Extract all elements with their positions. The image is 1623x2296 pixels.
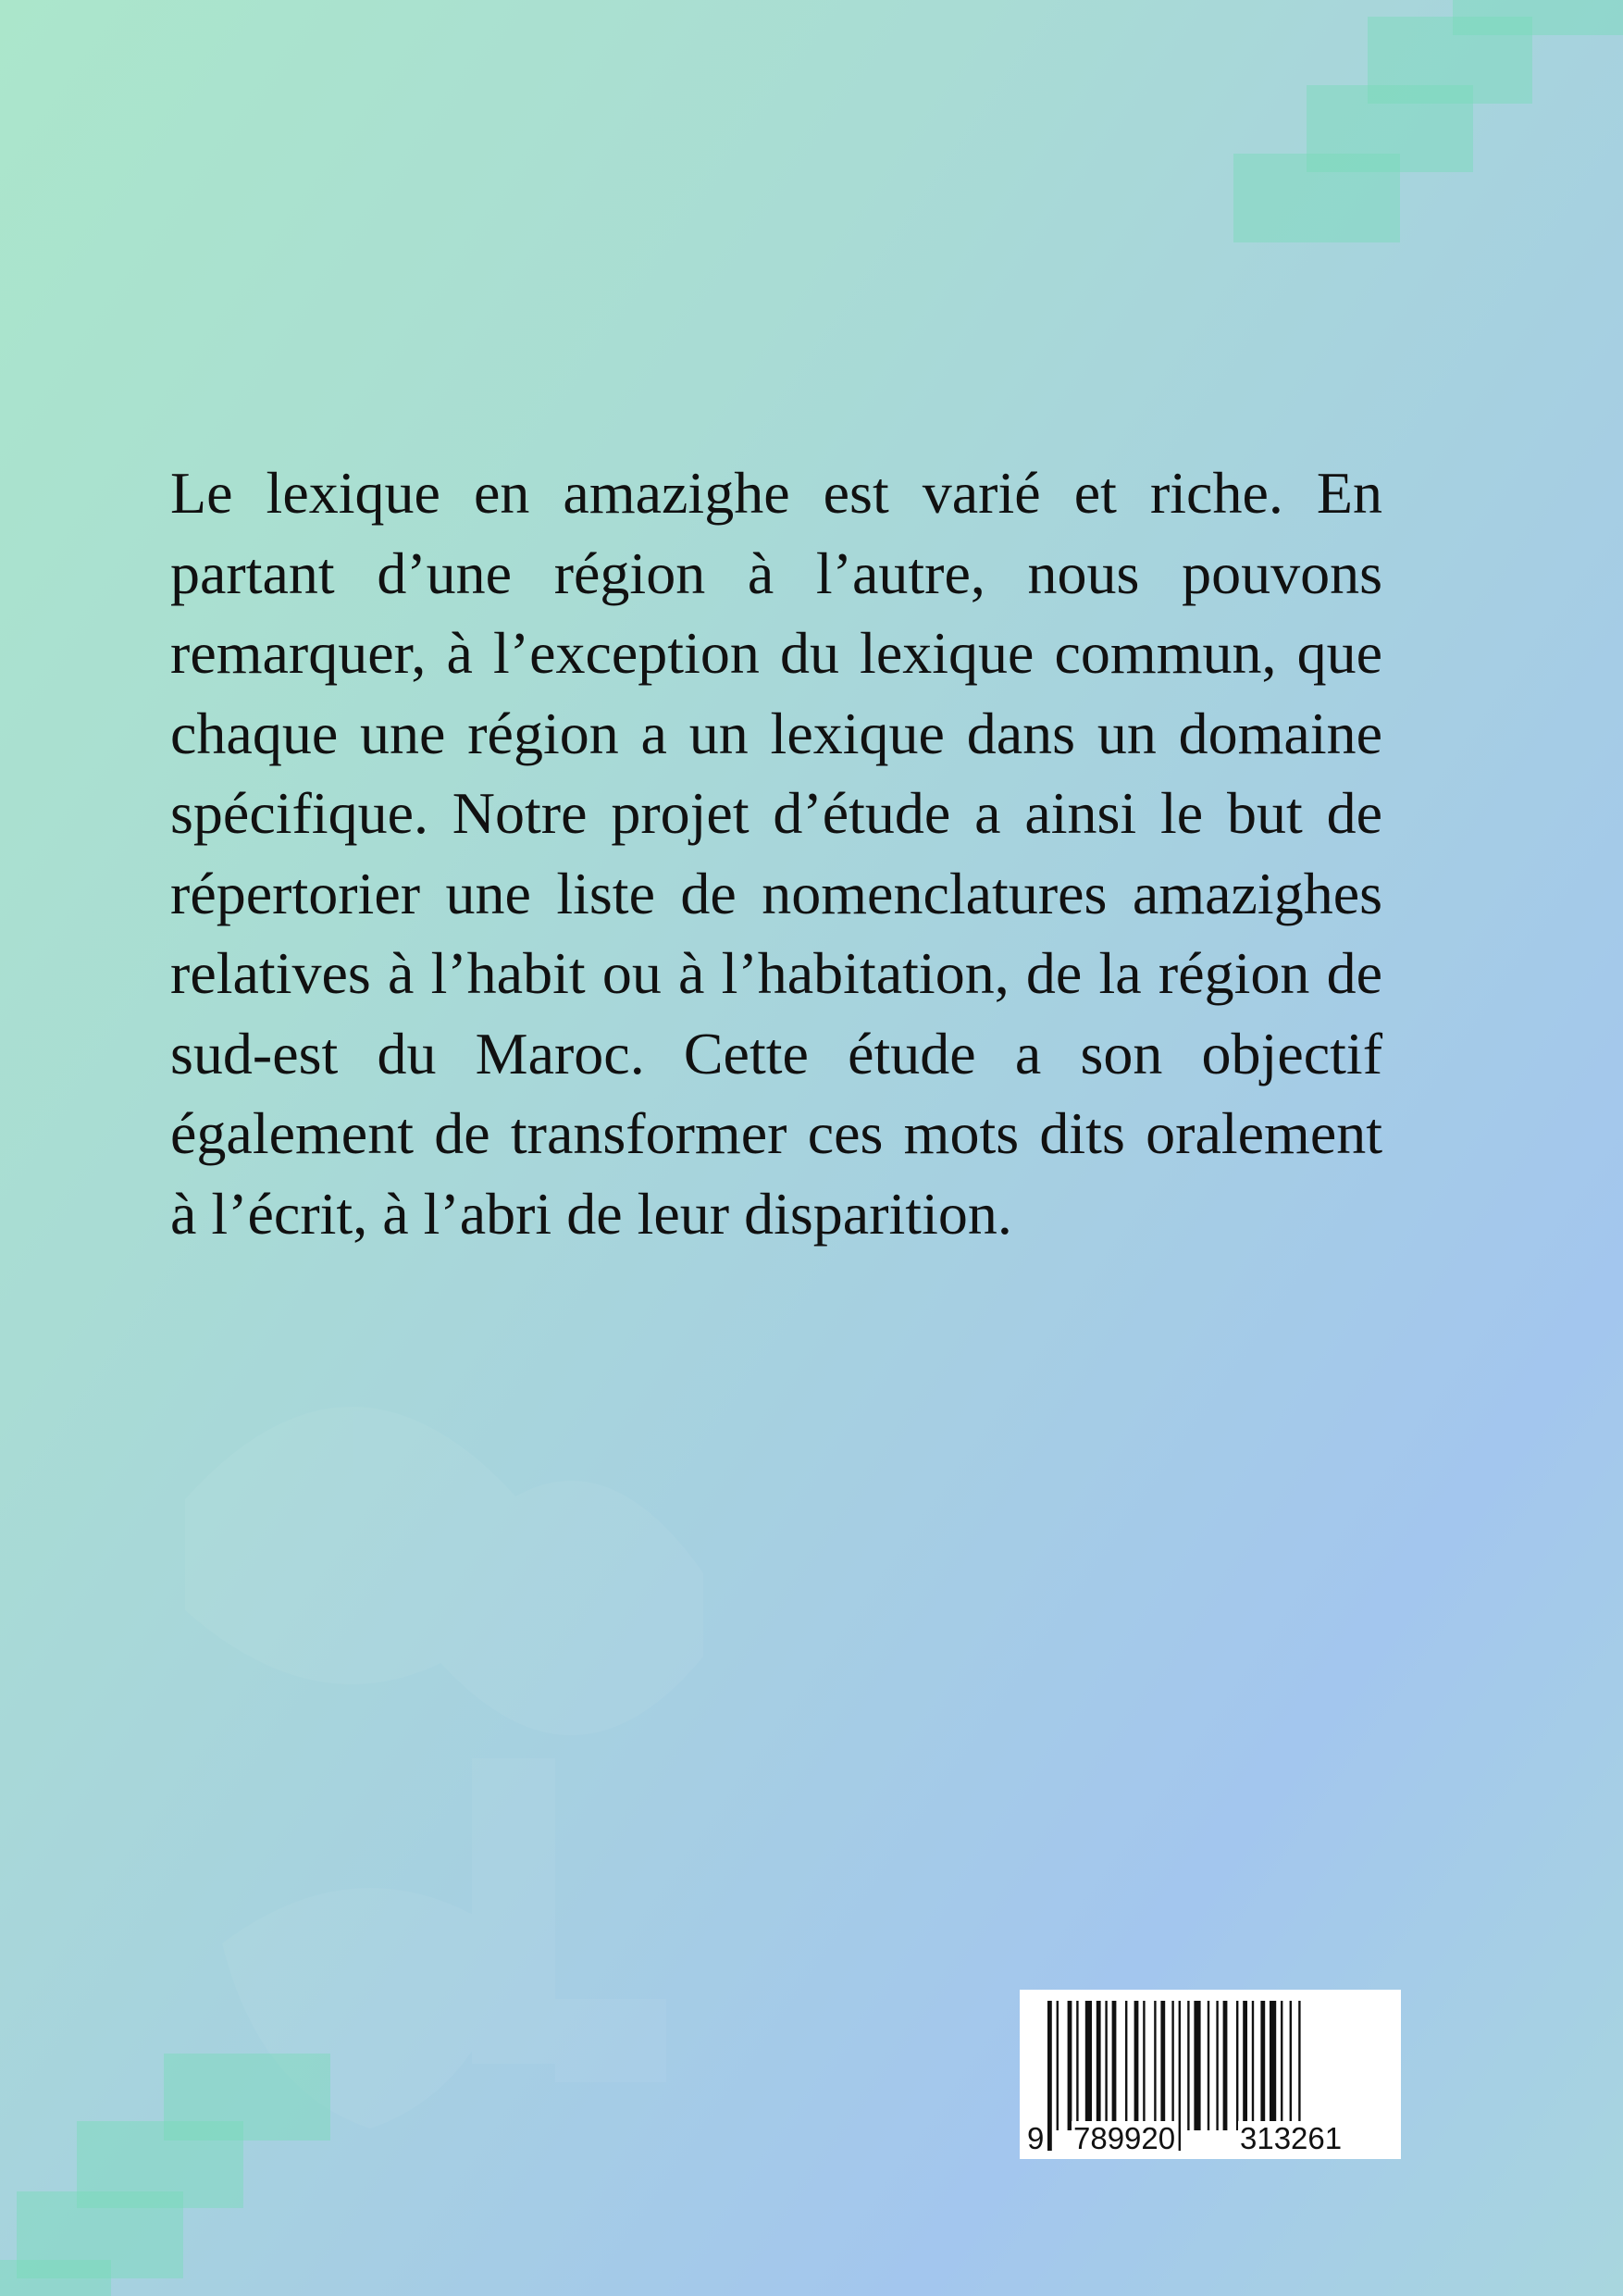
barcode-bar: [1194, 2001, 1200, 2130]
barcode-bar: [1154, 2001, 1156, 2130]
isbn-lead-digit: 9: [1027, 2121, 1045, 2155]
deco-square: [0, 2260, 111, 2296]
barcode-bar: [1134, 2001, 1139, 2130]
isbn-number: [1020, 2121, 1401, 2156]
barcode-bar: [1290, 2001, 1292, 2130]
barcode-bar: [1223, 2001, 1228, 2130]
barcode-bar: [1160, 2001, 1165, 2130]
barcode-bar: [1260, 2001, 1265, 2130]
barcode-bar: [1085, 2001, 1092, 2130]
barcode-bar: [1281, 2001, 1282, 2130]
barcode-bar: [1076, 2001, 1078, 2130]
isbn-left-group: 789920: [1073, 2121, 1176, 2155]
barcode-bar: [1243, 2001, 1247, 2130]
barcode-bar: [1143, 2001, 1145, 2130]
barcode-bar: [1252, 2001, 1254, 2130]
deco-square: [1453, 0, 1623, 35]
deco-square: [1233, 154, 1400, 242]
back-cover-blurb: Le lexique en amazighe est varié et riche. En partant d’une région à l’autre, nous pouvons remarquer, à l’exception du lexique commun, que chaque une région a un lexique dans un domaine spécifique. Notre projet d’étude a ainsi le but de répertorier une liste de nomenclatures amazighes relatives à l’habit ou à l’habitation, de la région de sud-est du Maroc. Cette étude a son objectif également de transformer ces mots dits oralement à l’écrit, à l’abri de leur disparition.: [170, 460, 1382, 1247]
barcode-bar: [1105, 2001, 1107, 2130]
barcode-bar: [1112, 2001, 1117, 2130]
barcode-bar: [1057, 2001, 1059, 2130]
isbn-right-group: 313261: [1240, 2121, 1343, 2155]
barcode-bar: [1236, 2001, 1238, 2130]
barcode-bar: [1125, 2001, 1127, 2130]
barcode-bar: [1270, 2001, 1276, 2130]
barcode-bar: [1068, 2001, 1072, 2130]
barcode-bar: [1216, 2001, 1218, 2130]
barcode-bar: [1187, 2001, 1189, 2130]
barcode-bar: [1208, 2001, 1209, 2130]
isbn-barcode: [1020, 1990, 1401, 2159]
barcode-bar: [1096, 2001, 1101, 2130]
